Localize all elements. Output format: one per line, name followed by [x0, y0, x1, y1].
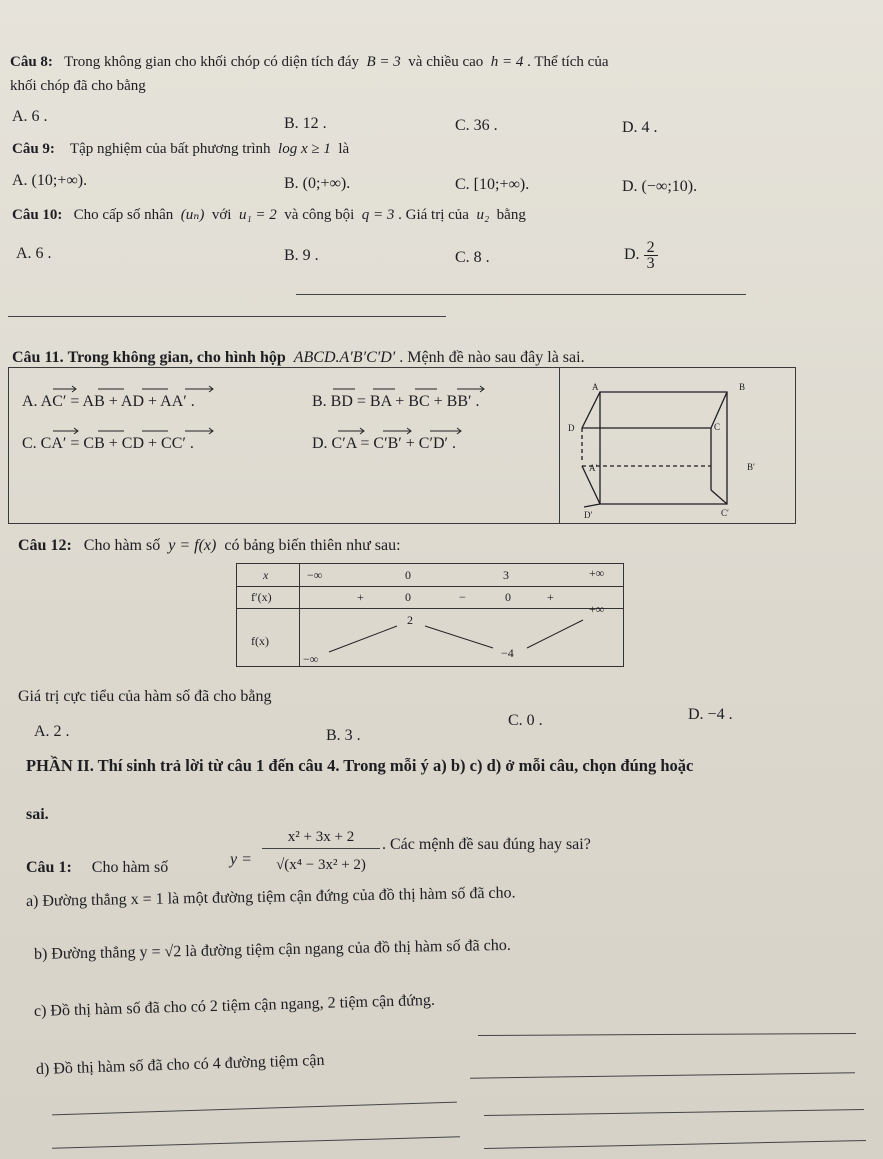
q10-math-u2: u₂ — [476, 207, 490, 223]
vt-fp-label: f′(x) — [251, 590, 272, 604]
q11-option-c: C. CA′ = CB + CD + CC′ . — [22, 435, 194, 452]
q11-label: Câu 11. — [12, 349, 64, 366]
q1-label-text: Câu 1: — [26, 859, 72, 876]
q8-text: Trong không gian cho khối chóp có diện tích đáy — [64, 54, 359, 70]
vt-x-value: +∞ — [589, 566, 605, 580]
q11-end: . Mệnh đề nào sau đây là sai. — [399, 349, 585, 366]
q11-math: ABCD.A′B′C′D′ — [293, 349, 396, 366]
figure-label-d: D — [568, 423, 575, 433]
q9-option-a: A. (10;+∞). — [12, 172, 88, 189]
figure-label-a-prime: A′ — [589, 463, 598, 473]
q8-option-c: C. 36 . — [455, 117, 498, 134]
q10-option-d-den: 3 — [646, 255, 655, 272]
vt-fp-sign: 0 — [505, 590, 511, 604]
q11-option-b: B. BD = BA + BC + BB′ . — [312, 393, 480, 410]
q1-end: . Các mệnh đề sau đúng hay sai? — [382, 836, 591, 853]
figure-label-c-prime: C′ — [721, 508, 729, 518]
vt-f-value: −4 — [501, 646, 514, 660]
vt-f-value: −∞ — [303, 652, 319, 666]
q1-text: Cho hàm số — [91, 859, 169, 876]
q10-option-d-prefix: D. — [624, 246, 640, 264]
q12-option-d: D. −4 . — [688, 706, 733, 723]
q8-option-a: A. 6 . — [12, 108, 48, 125]
vt-fp-sign: + — [547, 590, 554, 604]
q9-math: log x ≥ 1 — [278, 141, 331, 157]
vt-f-value: +∞ — [589, 602, 605, 616]
q9-label: Câu 9: — [12, 141, 55, 157]
part2-heading: PHẦN II. Thí sinh trả lời từ câu 1 đến câu 4. Trong mỗi ý a) b) c) d) ở mỗi câu, chọn đúng hoặc — [26, 756, 694, 775]
q12-question: Giá trị cực tiểu của hàm số đã cho bằng — [18, 688, 272, 705]
vt-x-value: 3 — [503, 568, 509, 582]
q10-end2: bằng — [496, 207, 526, 223]
q12-label: Câu 12: — [18, 537, 72, 554]
q8-math-h: h = 4 — [490, 54, 524, 70]
q11-option-d: D. C′A = C′B′ + C′D′ . — [312, 435, 457, 452]
q10-option-a: A. 6 . — [16, 245, 52, 262]
q8-label: Câu 8: — [10, 54, 53, 70]
q12-text: Cho hàm số — [83, 537, 161, 554]
q9-text: Tập nghiệm của bất phương trình — [69, 141, 271, 157]
q8-option-b: B. 12 . — [284, 115, 327, 132]
vt-fp-sign: 0 — [405, 590, 411, 604]
figure-label-d-prime: D′ — [584, 510, 593, 520]
vt-x-value: 0 — [405, 568, 411, 582]
figure-label-c: C — [714, 422, 721, 432]
q10-option-b: B. 9 . — [284, 247, 319, 264]
q8-mid: và chiều cao — [408, 54, 484, 70]
q1-statement-c: c) Đồ thị hàm số đã cho có 2 tiệm cận ngang, 2 tiệm cận đứng. — [33, 991, 436, 1020]
variation-table — [236, 563, 624, 667]
vt-x-label: x — [263, 568, 269, 582]
q10-math-u1: u₁ = 2 — [238, 207, 277, 223]
q12-math: y = f(x) — [168, 537, 217, 554]
q8-line2: khối chóp đã cho bằng — [10, 78, 146, 94]
q1-label — [26, 859, 168, 877]
q12-option-c: C. 0 . — [508, 712, 543, 729]
q10-end: . Giá trị của — [398, 207, 469, 223]
q9-end: là — [338, 141, 350, 157]
q1-fraction-bar — [262, 848, 380, 849]
q11-option-a: A. AC′ = AB + AD + AA′ . — [22, 393, 195, 410]
q10-mid: với — [211, 207, 232, 223]
q12-option-a: A. 2 . — [34, 723, 70, 740]
q1-denominator: √(x⁴ − 3x² + 2) — [276, 857, 366, 873]
part2-heading-2: sai. — [26, 806, 49, 823]
q10-math-un: (uₙ) — [180, 207, 205, 223]
q11-text: Trong không gian, cho hình hộp — [67, 349, 286, 366]
q12-end: có bảng biến thiên như sau: — [224, 537, 401, 554]
vt-fp-sign: − — [459, 590, 466, 604]
vt-f-value: 2 — [407, 613, 413, 627]
q10-option-d-num: 2 — [644, 240, 658, 256]
vt-fp-sign: + — [357, 590, 364, 604]
q10-mid2: và công bội — [284, 207, 355, 223]
figure-front-face — [600, 392, 727, 504]
q10-option-c: C. 8 . — [455, 249, 490, 266]
q1-numerator: x² + 3x + 2 — [287, 829, 355, 845]
q10-label: Câu 10: — [12, 207, 63, 223]
q1-statement-d: d) Đồ thị hàm số đã cho có 4 đường tiệm cận — [35, 1051, 325, 1078]
vt-arrows — [237, 564, 623, 666]
q1-y-eq: y = — [230, 851, 252, 868]
q1-statement-a: a) Đường thẳng x = 1 là một đường tiệm cận đứng của đồ thị hàm số đã cho. — [25, 884, 516, 910]
q8-math-b: B = 3 — [366, 54, 401, 70]
figure-label-b-prime: B′ — [747, 462, 755, 472]
vt-f-label: f(x) — [251, 634, 269, 648]
q10-math-q: q = 3 — [361, 207, 395, 223]
q12-line — [18, 537, 401, 555]
q9-option-d: D. (−∞;10). — [622, 178, 698, 195]
q1-statement-b: b) Đường thẳng y = √2 là đường tiệm cận ngang của đồ thị hàm số đã cho. — [33, 936, 511, 963]
figure-label-a: A — [592, 382, 599, 392]
q10-text: Cho cấp số nhân — [73, 207, 174, 223]
figure-label-b: B — [739, 382, 746, 392]
q9-option-c: C. [10;+∞). — [455, 176, 530, 193]
q12-option-b: B. 3 . — [326, 727, 361, 744]
q8-option-d: D. 4 . — [622, 119, 658, 136]
q8-end: . Thể tích của — [527, 54, 609, 70]
q9-option-b: B. (0;+∞). — [284, 175, 351, 192]
vt-x-value: −∞ — [307, 568, 323, 582]
